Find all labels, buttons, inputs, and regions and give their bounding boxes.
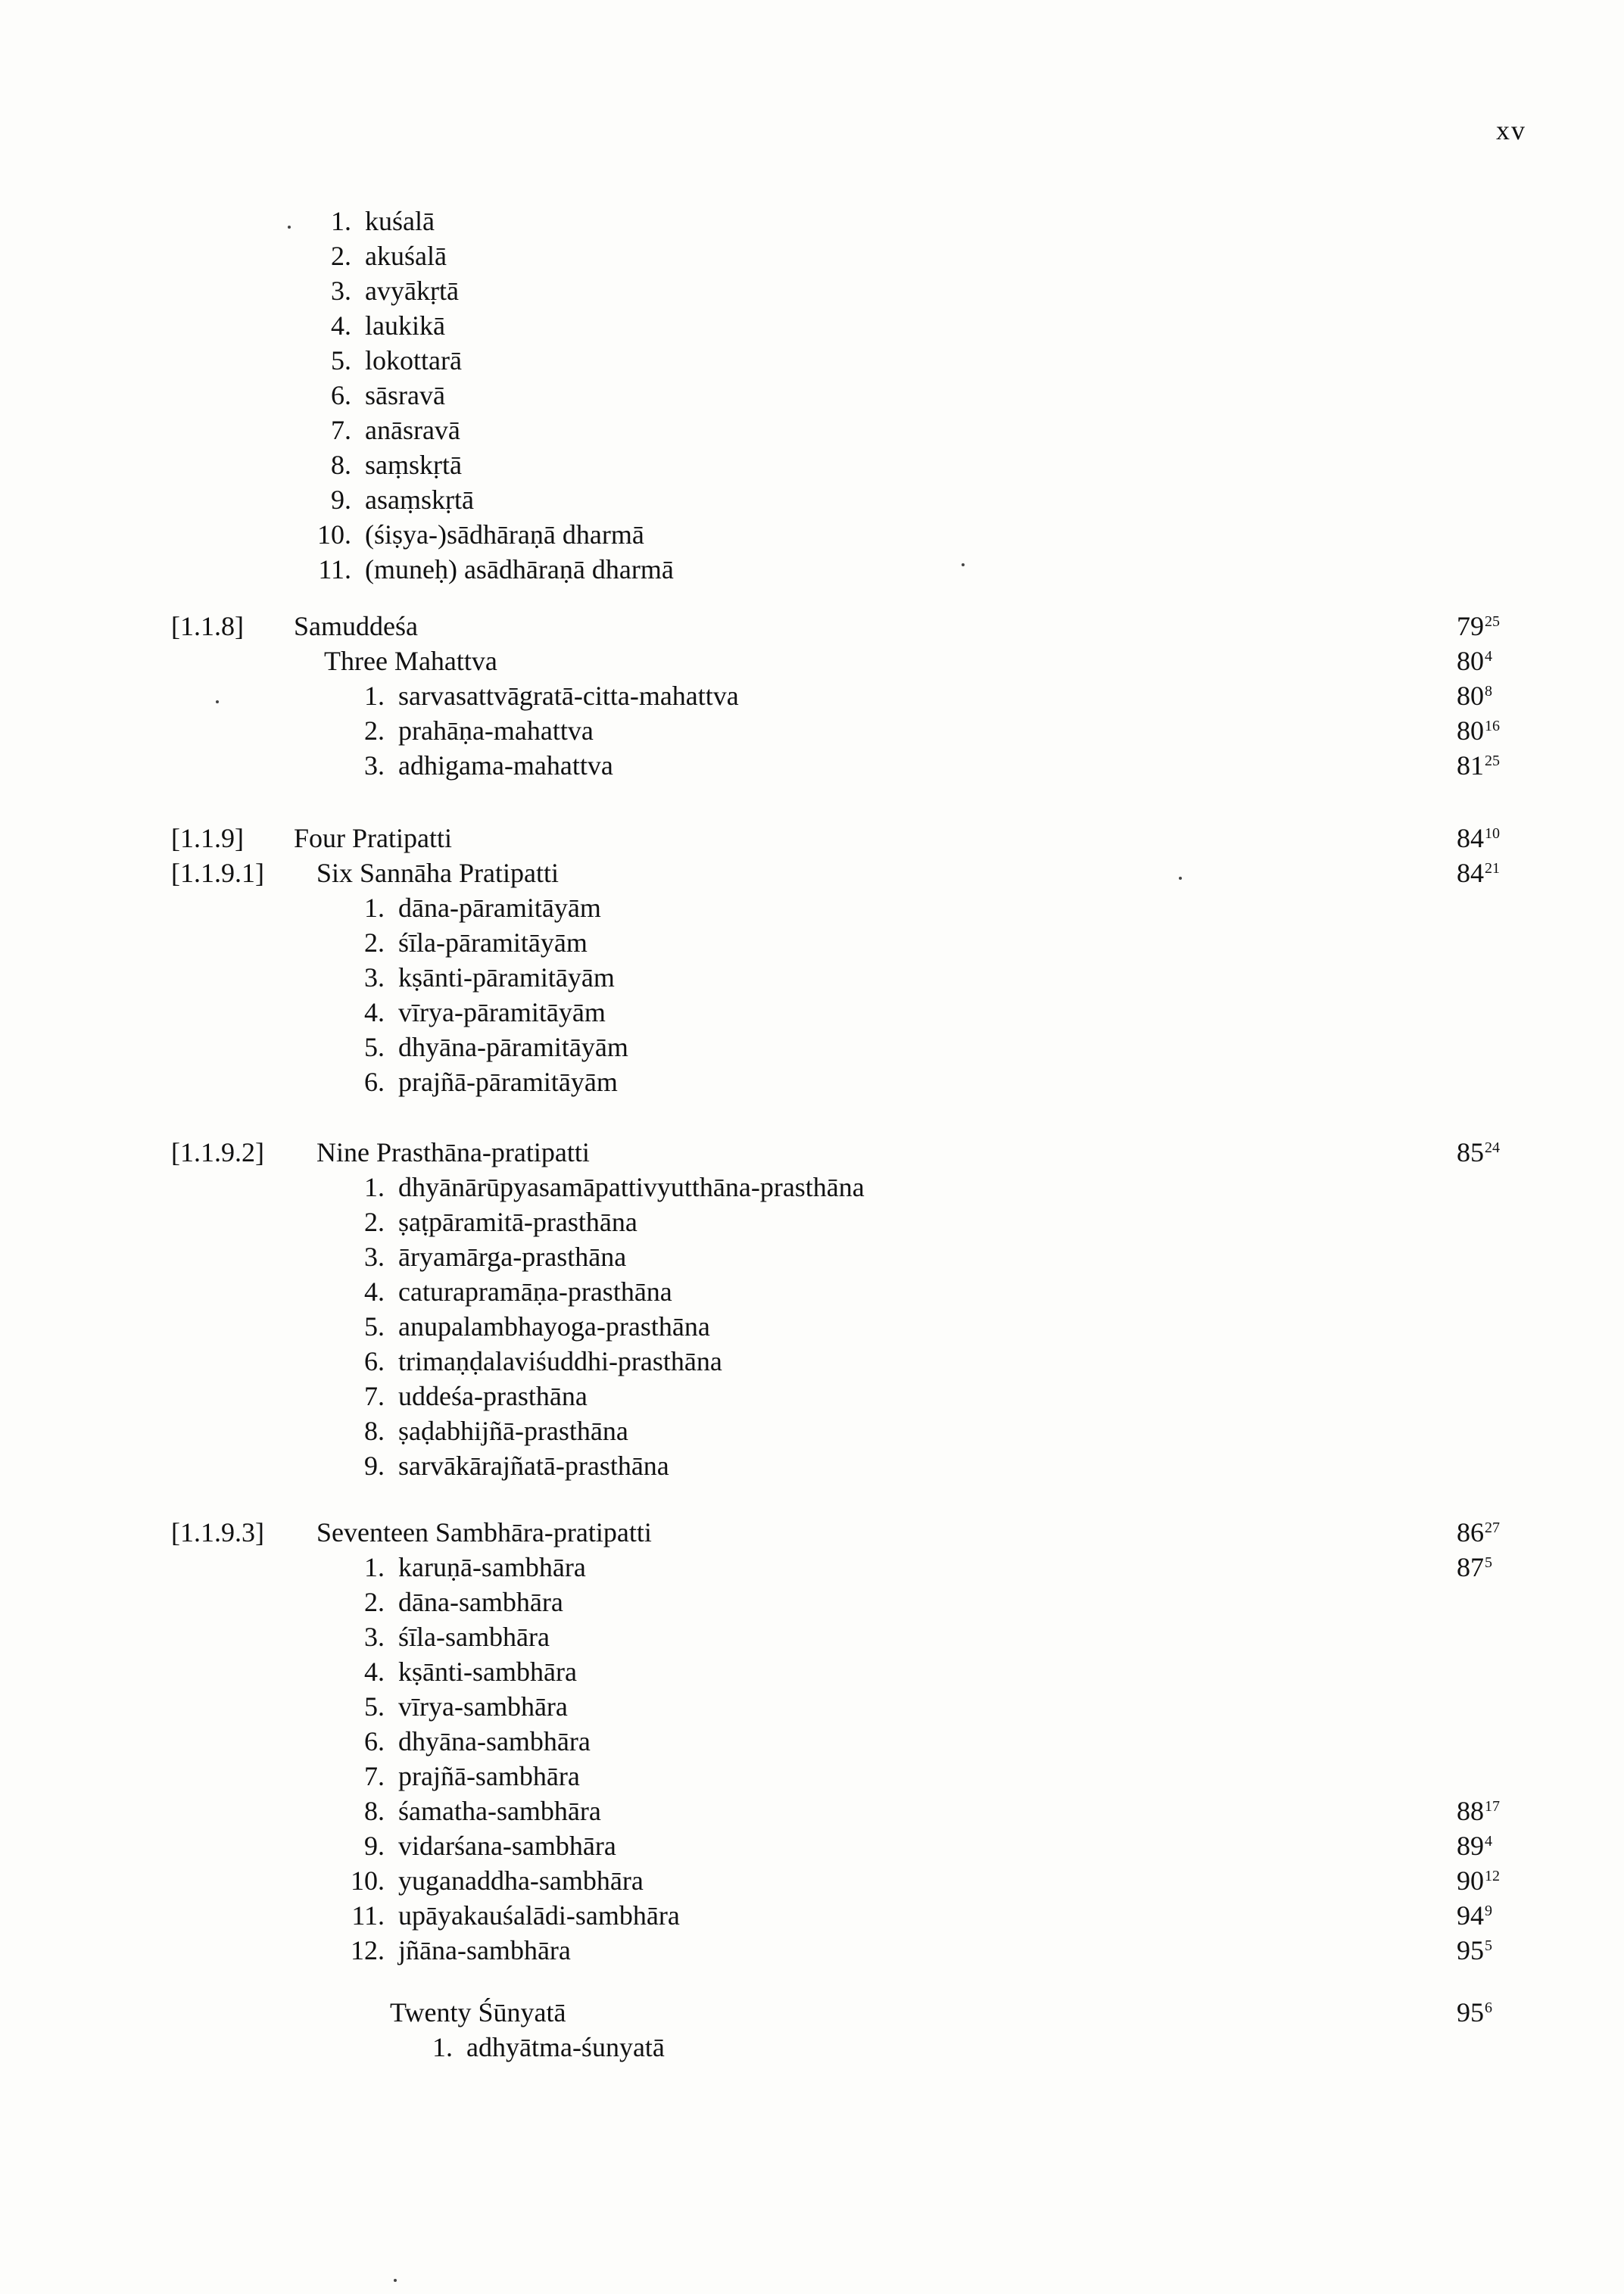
list-item-text: sarvākārajñatā-prasthāna [398, 1451, 669, 1481]
list-item-text: uddeśa-prasthāna [398, 1381, 588, 1411]
list-item-number: 6. [364, 1067, 385, 1097]
list-item-text: kṣānti-pāramitāyām [398, 962, 615, 993]
list-item-number: 12. [351, 1935, 385, 1965]
list-item-number: 10. [317, 519, 351, 550]
page-ref: $95^5$ [1457, 1935, 1492, 1965]
list-item-number: 11. [318, 554, 351, 584]
list-item-number: 9. [364, 1831, 385, 1861]
list-item-number: 3. [331, 276, 351, 306]
page-ref: $86^{27}$ [1457, 1517, 1500, 1548]
list-item-number: 1. [364, 893, 385, 923]
list-item-text: saṃskṛtā [365, 450, 462, 480]
list-item-number: 8. [364, 1416, 385, 1446]
list-item-text: āryamārga-prasthāna [398, 1242, 627, 1272]
section-title: Seventeen Sambhāra-pratipatti [316, 1517, 652, 1548]
page-ref: $79^{25}$ [1457, 611, 1500, 641]
speck [394, 2279, 397, 2282]
section-ref: [1.1.8] [171, 611, 244, 641]
list-item-text: vīrya-sambhāra [398, 1691, 568, 1722]
list-item-number: 4. [331, 310, 351, 341]
speck [1179, 877, 1182, 880]
list-item-text: asaṃskṛtā [365, 485, 474, 515]
list-item-text: kuśalā [365, 206, 435, 236]
list-item-number: 5. [331, 345, 351, 376]
list-item-text: vidarśana-sambhāra [398, 1831, 616, 1861]
section-ref: [1.1.9.1] [171, 858, 264, 888]
list-item-text: prahāṇa-mahattva [398, 715, 594, 746]
list-item-number: 6. [364, 1726, 385, 1756]
section-title: Samuddeśa [294, 611, 418, 641]
list-item-text: lokottarā [365, 345, 462, 376]
list-item-number: 5. [364, 1311, 385, 1342]
list-item-number: 6. [364, 1346, 385, 1376]
page-number: xv [1496, 115, 1526, 145]
list-item-text: dhyāna-pāramitāyām [398, 1032, 628, 1062]
list-item-number: 4. [364, 1276, 385, 1307]
list-item-text: śamatha-sambhāra [398, 1796, 601, 1826]
page-ref: $84^{21}$ [1457, 858, 1500, 888]
section-title: Four Pratipatti [294, 823, 452, 853]
speck [288, 226, 291, 229]
page-ref: $94^9$ [1457, 1900, 1492, 1931]
list-item-number: 7. [331, 415, 351, 445]
page-ref: $80^{16}$ [1457, 715, 1500, 746]
page-ref: $90^{12}$ [1457, 1865, 1500, 1896]
list-item-number: 2. [364, 1587, 385, 1617]
page-ref: $88^{17}$ [1457, 1796, 1500, 1826]
subsection-title: Three Mahattva [324, 646, 497, 676]
list-item-text: upāyakauśalādi-sambhāra [398, 1900, 680, 1931]
page-ref: $84^{10}$ [1457, 823, 1500, 853]
list-item-text: prajñā-pāramitāyām [398, 1067, 618, 1097]
page-ref: $81^{25}$ [1457, 750, 1500, 781]
list-item-number: 9. [331, 485, 351, 515]
list-item-text: jñāna-sambhāra [398, 1935, 571, 1965]
list-item-number: 1. [364, 1552, 385, 1582]
list-item-number: 3. [364, 750, 385, 781]
list-item-text: anupalambhayoga-prasthāna [398, 1311, 710, 1342]
list-item-text: (śiṣya-)sādhāraṇā dharmā [365, 519, 644, 550]
list-item-text: śīla-pāramitāyām [398, 927, 588, 958]
list-item-number: 3. [364, 1242, 385, 1272]
list-item-text: avyākṛtā [365, 276, 459, 306]
section-ref: [1.1.9.3] [171, 1517, 264, 1548]
list-item-text: ṣaṭpāramitā-prasthāna [398, 1207, 637, 1237]
list-item-text: adhyātma-śunyatā [466, 2032, 665, 2062]
list-item-number: 10. [351, 1865, 385, 1896]
list-item-text: kṣānti-sambhāra [398, 1657, 577, 1687]
section-title: Six Sannāha Pratipatti [316, 858, 559, 888]
list-item-text: caturapramāṇa-prasthāna [398, 1276, 672, 1307]
list-item-text: karuṇā-sambhāra [398, 1552, 586, 1582]
list-item-number: 1. [364, 681, 385, 711]
list-item-text: (muneḥ) asādhāraṇā dharmā [365, 554, 674, 584]
list-item-number: 7. [364, 1761, 385, 1791]
page-ref: $87^5$ [1457, 1552, 1492, 1582]
list-item-text: sāsravā [365, 380, 445, 410]
list-item-text: śīla-sambhāra [398, 1622, 550, 1652]
list-item-number: 2. [364, 1207, 385, 1237]
list-item-text: sarvasattvāgratā-citta-mahattva [398, 681, 739, 711]
list-item-number: 1. [364, 1172, 385, 1202]
list-item-text: yuganaddha-sambhāra [398, 1865, 644, 1896]
list-item-text: vīrya-pāramitāyām [398, 997, 606, 1027]
list-item-number: 1. [432, 2032, 453, 2062]
list-item-text: dāna-pāramitāyām [398, 893, 601, 923]
list-item-text: dhyānārūpyasamāpattivyutthāna-prasthāna [398, 1172, 865, 1202]
list-item-text: prajñā-sambhāra [398, 1761, 580, 1791]
list-item-number: 4. [364, 1657, 385, 1687]
list-item-number: 1. [331, 206, 351, 236]
list-item-number: 2. [364, 927, 385, 958]
page-ref: $85^{24}$ [1457, 1137, 1500, 1167]
list-item-text: dāna-sambhāra [398, 1587, 563, 1617]
list-item-number: 3. [364, 962, 385, 993]
list-item-text: anāsravā [365, 415, 460, 445]
page-ref: $80^8$ [1457, 681, 1492, 711]
section-title: Nine Prasthāna-pratipatti [316, 1137, 590, 1167]
list-item-text: trimaṇḍalaviśuddhi-prasthāna [398, 1346, 722, 1376]
list-item-text: laukikā [365, 310, 445, 341]
page-ref: $89^4$ [1457, 1831, 1492, 1861]
page-ref: $95^6$ [1457, 1997, 1492, 2028]
list-item-number: 5. [364, 1032, 385, 1062]
list-item-text: ṣaḍabhijñā-prasthāna [398, 1416, 628, 1446]
list-item-number: 8. [364, 1796, 385, 1826]
section-ref: [1.1.9.2] [171, 1137, 264, 1167]
list-item-number: 3. [364, 1622, 385, 1652]
list-item-number: 11. [351, 1900, 385, 1931]
subsection-title: Twenty Śūnyatā [390, 1997, 566, 2028]
list-item-number: 2. [331, 241, 351, 271]
list-item-number: 2. [364, 715, 385, 746]
list-item-text: adhigama-mahattva [398, 750, 613, 781]
list-item-number: 5. [364, 1691, 385, 1722]
speck [962, 563, 965, 566]
list-item-text: akuśalā [365, 241, 447, 271]
list-item-number: 6. [331, 380, 351, 410]
section-ref: [1.1.9] [171, 823, 244, 853]
page-ref: $80^4$ [1457, 646, 1492, 676]
list-item-number: 4. [364, 997, 385, 1027]
speck [216, 700, 219, 703]
list-item-number: 8. [331, 450, 351, 480]
list-item-number: 9. [364, 1451, 385, 1481]
list-item-number: 7. [364, 1381, 385, 1411]
list-item-text: dhyāna-sambhāra [398, 1726, 591, 1756]
